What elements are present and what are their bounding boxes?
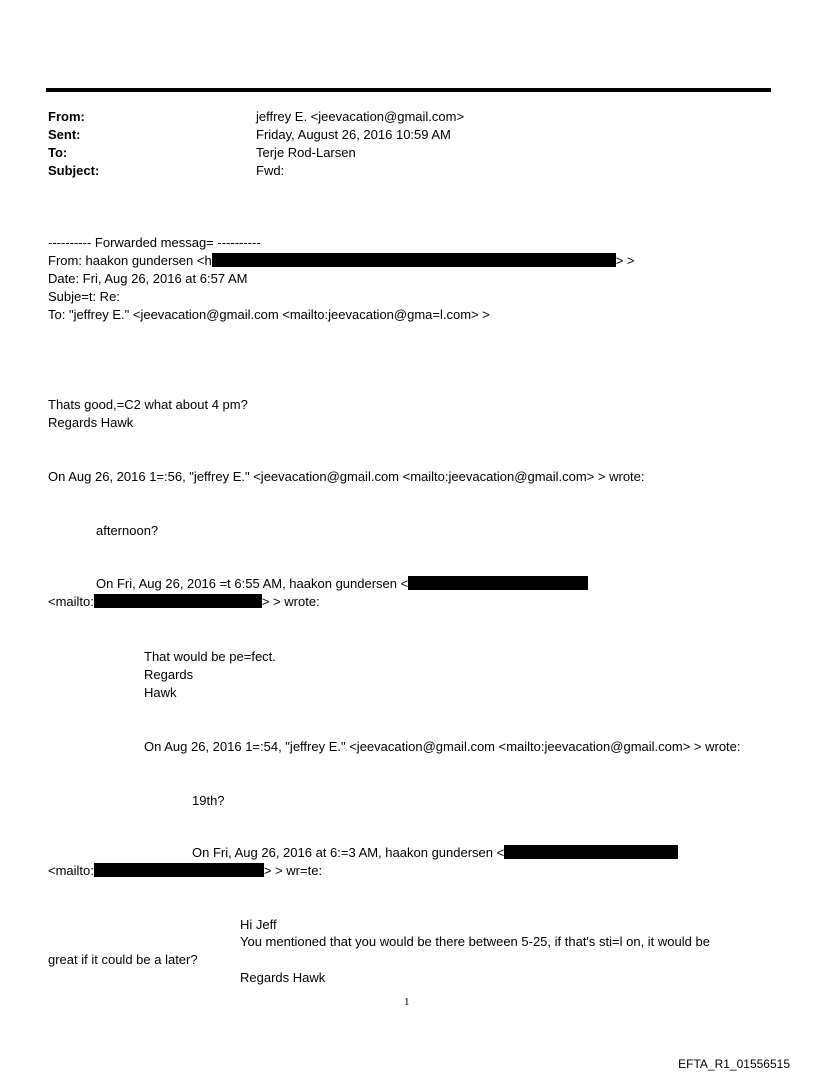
quote1-text: afternoon? [96,523,159,538]
quote2-header-prefix: On Fri, Aug 26, 2016 =t 6:55 AM, haakon gundersen < [96,576,409,591]
forwarded-subject: Subje=t: Re: [48,289,120,304]
quote2-line2: Regards [144,667,194,682]
to-value: Terje Rod-Larsen [256,145,356,160]
quote2-mailto-prefix: <mailto: [48,594,94,609]
redaction-block [94,863,264,877]
subject-label: Subject: [48,163,100,178]
page-number: 1 [404,996,410,1008]
quote1-header: On Aug 26, 2016 1=:56, "jeffrey E." <jeevacation@gmail.com <mailto:jeevacation@gmail.com> > wrote: [48,469,645,484]
msg1-line2: Regards Hawk [48,415,134,430]
quote2-header [96,576,588,592]
quote2-line1: That would be pe=fect. [144,649,276,664]
quote3-header: On Aug 26, 2016 1=:54, "jeffrey E." <jeevacation@gmail.com <mailto:jeevacation@gmail.com> > wrote: [144,739,741,754]
forwarded-from-line [48,253,634,269]
quote4-mailto-suffix: > > wr=te: [263,863,323,878]
document-id: EFTA_R1_01556515 [678,1057,790,1071]
header-rule [46,88,771,92]
forwarded-from-prefix: From: haakon gundersen <h [48,253,212,268]
msg1-line1: Thats good,=C2 what about 4 pm? [48,397,248,412]
quote4-header-prefix: On Fri, Aug 26, 2016 at 6:=3 AM, haakon gundersen < [192,845,505,860]
quote4-line2: You mentioned that you would be there between 5-25, if that's sti=l on, it would be [240,934,710,949]
quote2-mailto-line [48,594,320,610]
quote4-line3: great if it could be a later? [48,952,198,967]
redaction-block [212,253,616,267]
sent-label: Sent: [48,127,81,142]
redaction-block [504,845,678,859]
quote4-mailto-prefix: <mailto: [48,863,94,878]
to-label: To: [48,145,68,160]
quote4-line4: Regards Hawk [240,970,326,985]
quote4-header [192,845,678,861]
quote3-text: 19th? [192,793,225,808]
forwarded-banner: ---------- Forwarded messag= ---------- [48,235,261,250]
sent-value: Friday, August 26, 2016 10:59 AM [256,127,451,142]
from-value: jeffrey E. <jeevacation@gmail.com> [256,109,465,124]
quote2-mailto-suffix: > > wrote: [261,594,320,609]
redaction-block [94,594,262,608]
subject-value: Fwd: [256,163,285,178]
forwarded-from-suffix: > > [615,253,635,268]
quote4-mailto-line [48,863,322,879]
quote4-line1: Hi Jeff [240,917,277,932]
from-label: From: [48,109,85,124]
forwarded-to: To: "jeffrey E." <jeevacation@gmail.com <mailto:jeevacation@gma=l.com> > [48,307,490,322]
forwarded-date: Date: Fri, Aug 26, 2016 at 6:57 AM [48,271,248,286]
quote2-line3: Hawk [144,685,177,700]
redaction-block [408,576,588,590]
